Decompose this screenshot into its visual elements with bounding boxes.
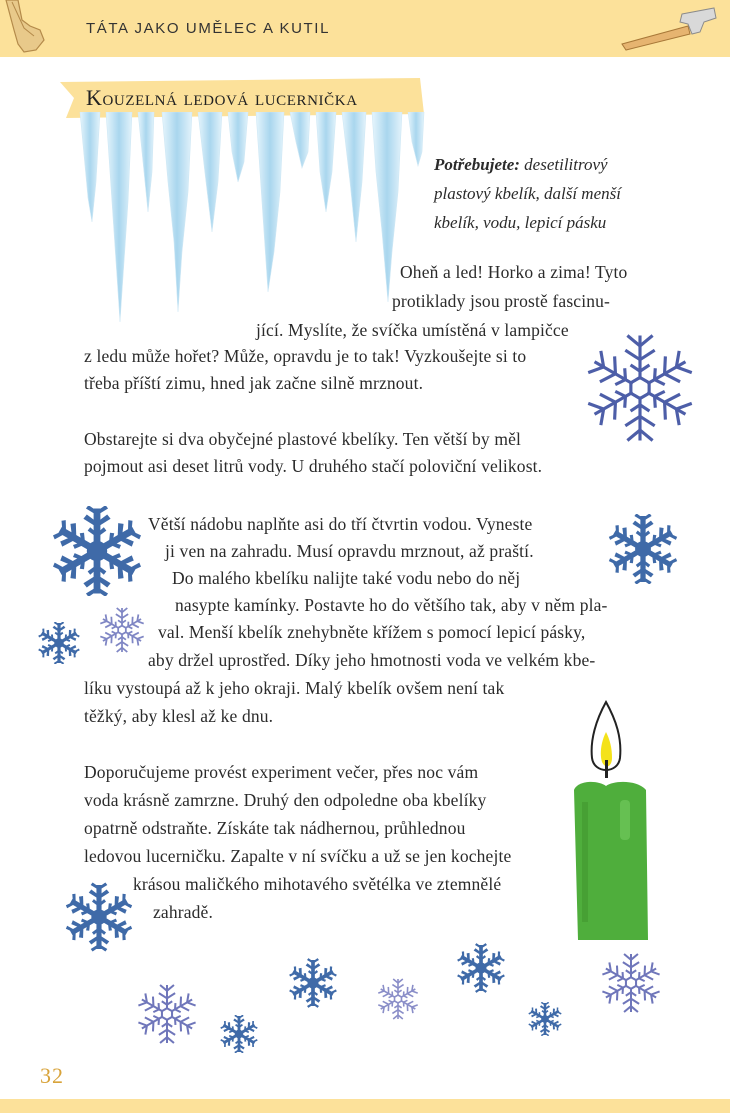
text-line: líku vystoupá až k jeho okraji. Malý kbelík ovšem není tak [84, 678, 505, 698]
page-number: 32 [40, 1063, 64, 1088]
page-footer [0, 1099, 730, 1113]
snowflake-icon [52, 506, 142, 596]
snowflake-icon [288, 958, 338, 1008]
needs-line-2: plastový kbelík, další menší [434, 184, 621, 203]
text-line: Oheň a led! Horko a zima! Tyto [400, 262, 628, 282]
needs-line-3: kbelík, vodu, lepicí pásku [434, 213, 607, 232]
text-line: opatrně odstraňte. Získáte tak nádhernou, průhlednou [84, 818, 466, 838]
text-line: aby držel uprostřed. Díky jeho hmotnosti voda ve velkém kbe- [148, 650, 596, 670]
materials-needed [434, 150, 664, 237]
snowflake-icon [38, 622, 80, 664]
snowflake-icon [608, 514, 678, 584]
text-line: nasypte kamínky. Postavte ho do většího tak, aby v něm pla- [175, 595, 608, 615]
snowflake-icon [600, 952, 662, 1014]
text-line: třeba příští zimu, hned jak začne silně mrznout. [84, 373, 424, 393]
icicles-illustration [72, 112, 432, 332]
header-title: TÁTA JAKO UMĚLEC A KUTIL [86, 20, 331, 37]
paintbrush-icon [0, 0, 60, 57]
snowflake-icon [528, 1002, 562, 1036]
text-line: zahradě. [153, 902, 213, 922]
snowflake-icon [98, 606, 146, 654]
text-line: pojmout asi deset litrů vody. U druhého stačí poloviční velikost. [84, 456, 543, 476]
article-title: Kouzelná ledová lucernička [86, 85, 358, 110]
text-line: jící. Myslíte, že svíčka umístěná v lampičce [256, 320, 569, 340]
candle-icon [568, 690, 658, 950]
text-line: Větší nádobu naplňte asi do tří čtvrtin vodou. Vyneste [148, 514, 533, 534]
needs-line-1: desetilitrový [524, 155, 608, 174]
text-line: voda krásně zamrzne. Druhý den odpoledne oba kbelíky [84, 790, 487, 810]
text-line: val. Menší kbelík znehybněte křížem s pomocí lepicí pásky, [158, 622, 586, 642]
text-line: krásou maličkého mihotavého světélka ve ztemnělé [133, 874, 502, 894]
needs-label: Potřebujete: [434, 155, 520, 174]
text-line: z ledu může hořet? Může, opravdu je to tak! Vyzkoušejte si to [84, 346, 527, 366]
snowflake-icon [64, 882, 134, 952]
snowflake-icon [585, 333, 695, 443]
hammer-icon [618, 4, 718, 54]
snowflake-icon [220, 1015, 258, 1053]
text-line: ji ven na zahradu. Musí opravdu mrznout, až praští. [165, 541, 534, 561]
snowflake-icon [136, 983, 198, 1045]
text-line: Do malého kbelíku nalijte také vodu nebo do něj [172, 568, 521, 588]
text-line: ledovou lucerničku. Zapalte v ní svíčku a už se jen kochejte [84, 846, 512, 866]
text-line: těžký, aby klesl až ke dnu. [84, 706, 274, 726]
text-line: protiklady jsou prostě fascinu- [392, 291, 611, 311]
text-line: Obstarejte si dva obyčejné plastové kbelíky. Ten větší by měl [84, 429, 522, 449]
text-line: Doporučujeme provést experiment večer, přes noc vám [84, 762, 479, 782]
snowflake-icon [456, 943, 506, 993]
snowflake-icon [376, 977, 420, 1021]
